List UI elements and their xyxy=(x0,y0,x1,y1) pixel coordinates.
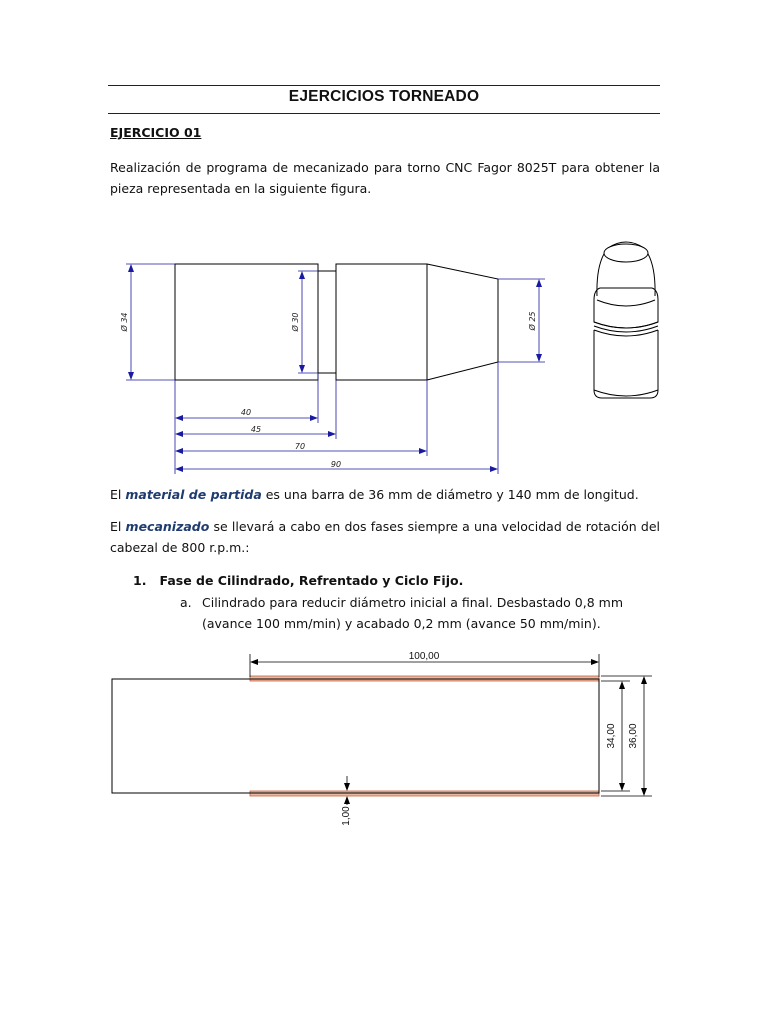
part-3d-view xyxy=(594,242,658,398)
material-pre: El xyxy=(110,487,126,502)
dimension-labels xyxy=(119,311,537,469)
step-1-number: 1. xyxy=(133,573,147,588)
dim-length-100: 100,00 xyxy=(408,651,440,662)
machining-highlight: mecanizado xyxy=(125,519,210,534)
dimension-arrows xyxy=(128,264,542,472)
material-paragraph xyxy=(110,484,660,505)
document-title: EJERCICIOS TORNEADO xyxy=(288,88,480,105)
fig2-dimension-lines xyxy=(250,654,652,805)
dim-diameter-34-00: 34,00 xyxy=(606,723,617,749)
material-highlight: material de partida xyxy=(125,487,262,502)
step-1a-text: Cilindrado para reducir diámetro inicial a final. Desbastado 0,8 mm (avance 100 mm/min) y acabado 0,2 mm (avance 50 mm/min). xyxy=(202,595,624,631)
intro-paragraph: Realización de programa de mecanizado para torno CNC Fagor 8025T para obtener la pieza representada en la siguiente figura. xyxy=(110,160,660,196)
dim-diameter-34: Ø 34 xyxy=(120,312,129,332)
machining-paragraph xyxy=(110,516,660,558)
dim-length-45: 45 xyxy=(250,425,262,434)
dim-diameter-36-00: 36,00 xyxy=(628,723,639,749)
dim-depth-1-00: 1,00 xyxy=(341,806,352,826)
fig2-arrows xyxy=(250,659,647,804)
exercise-heading: EJERCICIO 01 xyxy=(110,125,202,140)
dim-length-90: 90 xyxy=(330,460,342,469)
bar-outline xyxy=(112,679,599,793)
title-top-rule xyxy=(108,85,660,86)
part-outline xyxy=(175,264,498,380)
step-1a-letter: a. xyxy=(180,595,192,610)
machining-post: se llevará a cabo en dos fases siempre a una velocidad de rotación del cabezal de 800 r.p.m.: xyxy=(110,519,660,555)
dimension-lines xyxy=(126,264,545,474)
dim-diameter-25: Ø 25 xyxy=(528,311,537,331)
removed-material-bands xyxy=(250,676,599,796)
fig2-dimension-labels xyxy=(341,651,639,826)
dim-length-70: 70 xyxy=(294,442,306,451)
machining-pre: El xyxy=(110,519,126,534)
title-bottom-rule xyxy=(108,113,660,114)
dim-length-40: 40 xyxy=(240,408,252,417)
step-1-text: Fase de Cilindrado, Refrentado y Ciclo Fijo. xyxy=(159,573,464,588)
dim-diameter-30: Ø 30 xyxy=(291,312,300,332)
material-post: es una barra de 36 mm de diámetro y 140 mm de longitud. xyxy=(261,487,639,502)
step-1 xyxy=(133,570,463,591)
